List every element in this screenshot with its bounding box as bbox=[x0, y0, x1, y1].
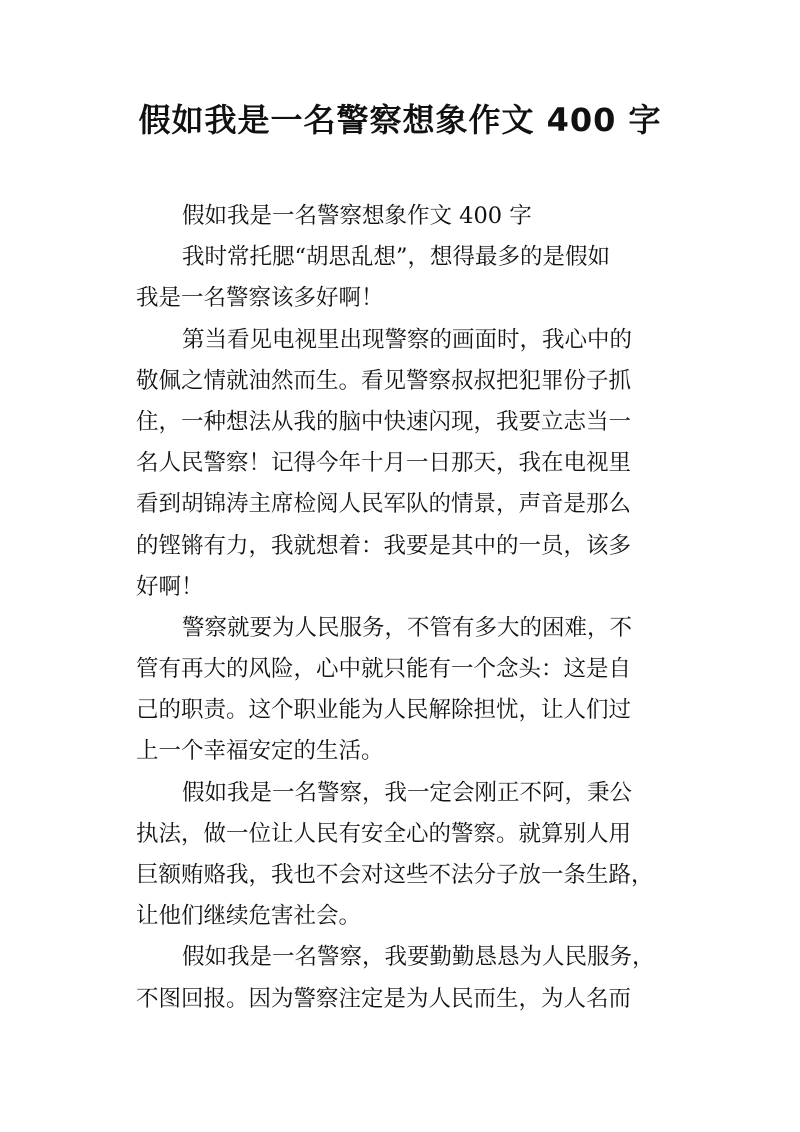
paragraph-line: 己的职责。这个职业能为人民解除担忧，让人们过 bbox=[136, 697, 632, 724]
paragraph-line: 敬佩之情就油然而生。看见警察叔叔把犯罪份子抓 bbox=[136, 367, 632, 394]
paragraph-line: 上一个幸福安定的生活。 bbox=[136, 738, 384, 765]
paragraph-line: 我是一名警察该多好啊！ bbox=[136, 285, 384, 312]
paragraph-line: 巨额贿赂我，我也不会对这些不法分子放一条生路， bbox=[136, 862, 654, 888]
document-title: 假如我是一名警察想象作文 400 字 bbox=[138, 101, 662, 139]
paragraph-line: 看到胡锦涛主席检阅人民军队的情景，声音是那么 bbox=[136, 491, 632, 518]
paragraph-line: 名人民警察！记得今年十月一日那天，我在电视里 bbox=[136, 450, 632, 477]
document-body bbox=[136, 196, 668, 1020]
paragraph-line: 好啊！ bbox=[136, 573, 204, 600]
paragraph-line: 住，一种想法从我的脑中快速闪现，我要立志当一 bbox=[136, 408, 632, 435]
paragraph-line: 执法，做一位让人民有安全心的警察。就算别人用 bbox=[136, 820, 632, 847]
paragraph-line: 我时常托腮“胡思乱想”，想得最多的是假如 bbox=[182, 244, 611, 271]
paragraph-line: 管有再大的风险，心中就只能有一个念头：这是自 bbox=[136, 656, 632, 683]
paragraph-line: 假如我是一名警察，我一定会刚正不阿，秉公 bbox=[182, 779, 633, 806]
paragraph-line: 第当看见电视里出现警察的画面时，我心中的 bbox=[182, 326, 633, 353]
paragraph-line: 警察就要为人民服务，不管有多大的困难，不 bbox=[182, 614, 633, 641]
paragraph-line: 让他们继续危害社会。 bbox=[136, 903, 362, 930]
paragraph-line: 不图回报。因为警察注定是为人民而生，为人名而 bbox=[136, 985, 632, 1012]
paragraph-line: 的铿锵有力，我就想着：我要是其中的一员，该多 bbox=[136, 532, 632, 559]
paragraph-line: 假如我是一名警察，我要勤勤恳恳为人民服务， bbox=[182, 944, 655, 971]
paragraph-line: 假如我是一名警察想象作文 400 字 bbox=[182, 203, 532, 229]
